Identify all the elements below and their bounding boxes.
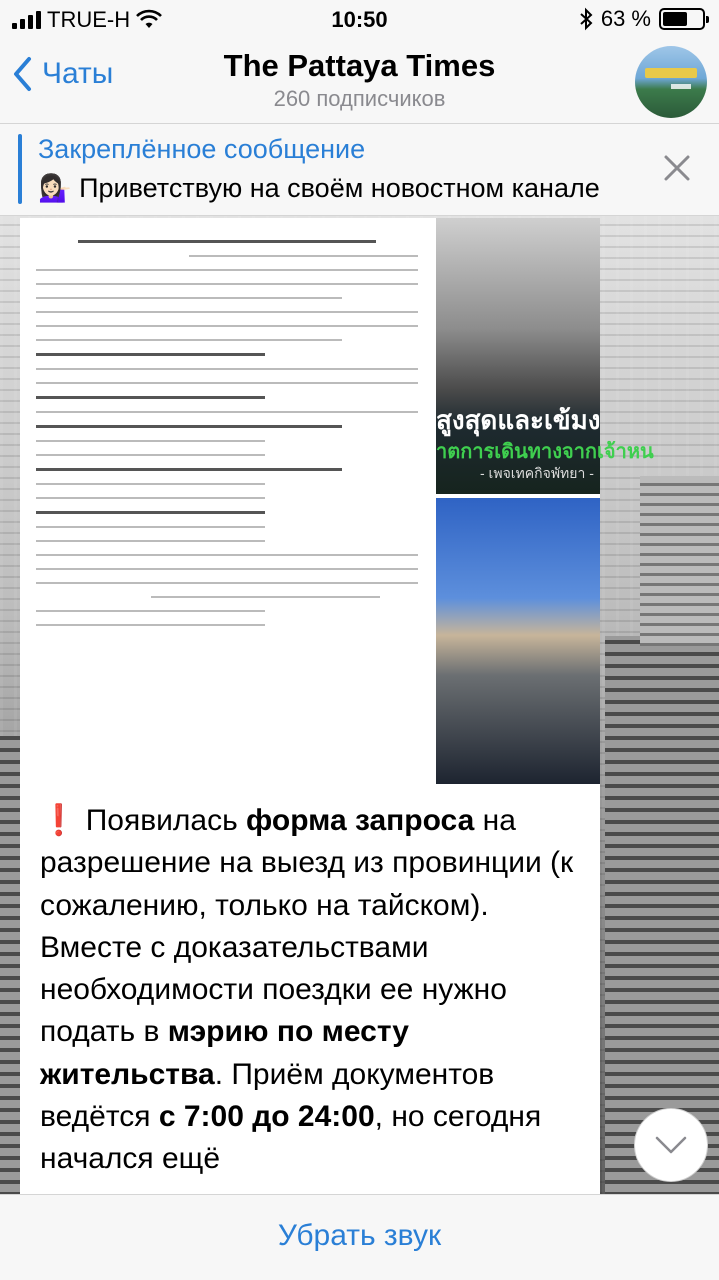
subscriber-count: 260 подписчиков bbox=[273, 86, 446, 111]
exclamation-icon: ❗ bbox=[40, 804, 78, 837]
pinned-message-bar[interactable] bbox=[0, 124, 719, 216]
battery-percent: 63 % bbox=[600, 6, 651, 31]
avatar-sublogo bbox=[671, 84, 691, 89]
status-bar bbox=[0, 0, 719, 40]
bluetooth-icon bbox=[579, 8, 593, 30]
message-bubble[interactable] bbox=[20, 218, 654, 1218]
back-button[interactable] bbox=[12, 56, 113, 92]
chat-area[interactable] bbox=[0, 216, 719, 1194]
close-icon[interactable] bbox=[663, 154, 691, 182]
carrier-label: TRUE-H bbox=[47, 7, 131, 32]
photo-caption-thai-green: าตการเดินทางจากเจ้าหน bbox=[436, 441, 654, 463]
pinned-text: 💁🏻‍♀️ Приветствую на своём новостном канале bbox=[38, 173, 600, 203]
photo-caption-source: - เพจเทคกิจพัทยา - bbox=[480, 465, 594, 481]
background-building bbox=[640, 476, 719, 646]
pinned-accent-bar bbox=[18, 134, 22, 204]
chat-header bbox=[0, 40, 719, 124]
scroll-to-bottom-button[interactable] bbox=[634, 1108, 708, 1182]
photo-album[interactable] bbox=[20, 218, 654, 784]
document-photo[interactable] bbox=[20, 218, 434, 784]
photo-crowd[interactable] bbox=[436, 498, 600, 784]
avatar-logo bbox=[645, 68, 697, 78]
chevron-down-icon bbox=[654, 1135, 688, 1155]
mute-button[interactable]: Убрать звук bbox=[277, 1219, 442, 1252]
bottom-bar bbox=[0, 1194, 719, 1280]
status-right bbox=[579, 6, 705, 32]
photo-caption-thai: สูงสุดและเข้มง bbox=[436, 405, 601, 435]
clock: 10:50 bbox=[331, 7, 388, 32]
chevron-left-icon bbox=[12, 56, 32, 92]
photo-checkpoint[interactable] bbox=[436, 218, 654, 494]
message-text: ❗ Появилась форма запроса на разрешение на выезд из провинции (к сожалению, только на тайском). Вместе с доказательствами необходимости поездки ее нужно подать в мэрию по месту жительства. Приём документов ведётся с 7:00 до 24:00, но сегодня начался ещё bbox=[40, 804, 574, 1176]
channel-title[interactable]: The Pattaya Times bbox=[223, 48, 496, 83]
back-label: Чаты bbox=[42, 57, 114, 90]
background-building bbox=[0, 736, 22, 1196]
battery-fill bbox=[663, 12, 687, 26]
channel-avatar[interactable] bbox=[635, 46, 707, 118]
battery-icon bbox=[659, 8, 705, 30]
pinned-title: Закреплённое сообщение bbox=[38, 134, 366, 164]
